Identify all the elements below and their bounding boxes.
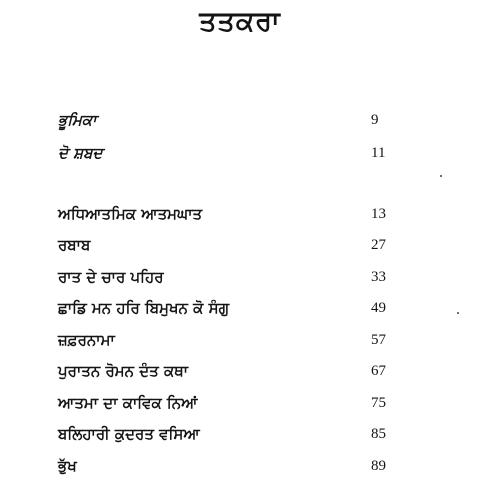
toc-entry-chapter-5 xyxy=(0,328,480,352)
toc-entry-page: 57 xyxy=(371,332,386,348)
toc-entry-page: 89 xyxy=(371,458,386,474)
scan-speck xyxy=(440,175,442,177)
toc-entry-title: ਰਬਾਬ xyxy=(58,236,91,254)
toc-entry-page: 13 xyxy=(371,206,386,222)
toc-entry-page: 49 xyxy=(371,300,386,316)
toc-entry-page: 9 xyxy=(371,112,379,128)
toc-entry-title: ਭੂਮਿਕਾ xyxy=(58,111,97,129)
toc-entry-title: ਰਾਤ ਦੇ ਚਾਰ ਪਹਿਰ xyxy=(58,268,164,286)
page-title: ਤਤਕਰਾ xyxy=(199,6,281,37)
toc-entry-preface xyxy=(0,108,480,132)
toc-entry-chapter-9 xyxy=(0,454,480,478)
toc-entry-title: ਭੁੱਖ xyxy=(58,457,77,475)
toc-entry-title: ਆਤਮਾ ਦਾ ਕਾਵਿਕ ਨਿਆਂ xyxy=(58,394,198,412)
toc-entry-title: ਪੁਰਾਤਨ ਰੋਮਨ ਦੰਤ ਕਥਾ xyxy=(58,362,189,380)
toc-entry-chapter-3 xyxy=(0,265,480,289)
toc-entry-title: ਜ਼ਫ਼ਰਨਾਮਾ xyxy=(58,331,115,349)
toc-entry-chapter-1 xyxy=(0,202,480,226)
toc-entry-page: 11 xyxy=(371,145,386,161)
toc-entry-chapter-8 xyxy=(0,422,480,446)
toc-entry-chapter-7 xyxy=(0,391,480,415)
toc-entry-page: 33 xyxy=(371,269,386,285)
toc-entry-title: ਛਾਡਿ ਮਨ ਹਰਿ ਬਿਮੁਖਨ ਕੋ ਸੰਗੁ xyxy=(58,299,230,317)
toc-entry-chapter-6 xyxy=(0,359,480,383)
toc-entry-chapter-4 xyxy=(0,296,480,320)
toc-entry-page: 67 xyxy=(371,363,386,379)
scan-speck xyxy=(457,312,459,314)
toc-entry-chapter-2 xyxy=(0,233,480,257)
toc-entry-page: 27 xyxy=(371,237,386,253)
toc-entry-title: ਬਲਿਹਾਰੀ ਕੁਦਰਤ ਵਸਿਆ xyxy=(58,425,200,443)
toc-entry-page: 75 xyxy=(371,395,386,411)
toc-entry-title: ਦੋ ਸ਼ਬਦ xyxy=(58,144,103,162)
toc-entry-two-words xyxy=(0,141,480,165)
toc-entry-title: ਅਧਿਆਤਮਿਕ ਆਤਮਘਾਤ xyxy=(58,205,203,223)
toc-entry-page: 85 xyxy=(371,426,386,442)
